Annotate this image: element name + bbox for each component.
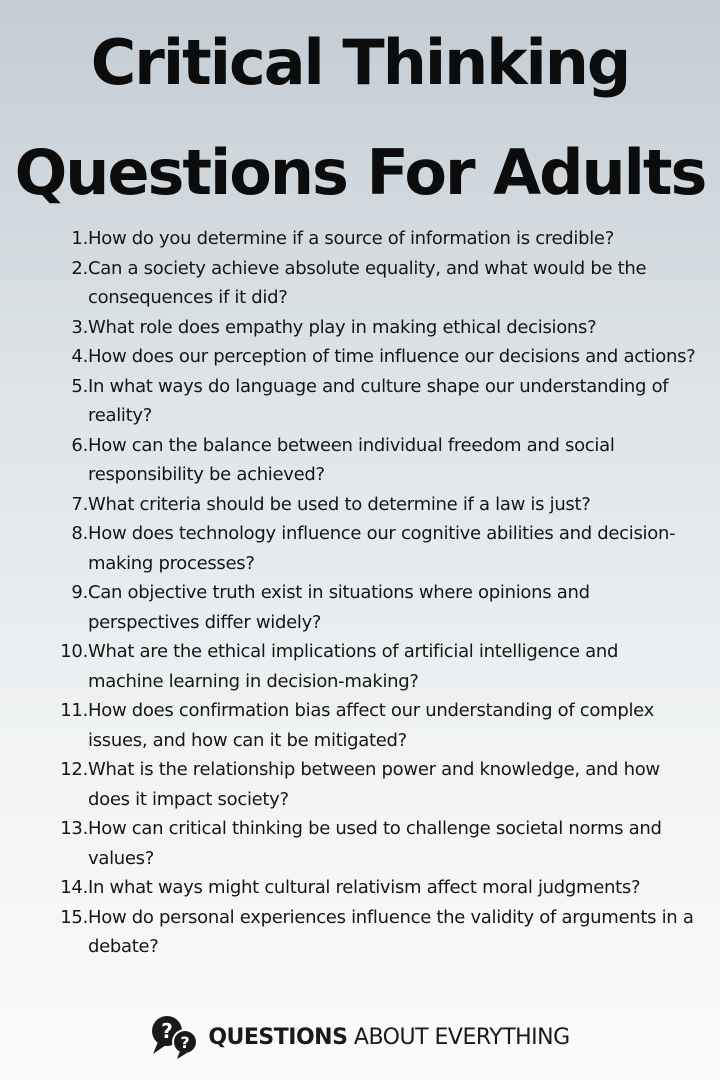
svg-text:?: ? [180,1033,190,1052]
question-text: How does our perception of time influence our decisions and actions? [88,346,696,367]
question-mark-bubbles-icon [150,1014,200,1060]
question-number: 13. [60,818,88,839]
question-text: Can a society achieve absolute equality, and what would be the consequences if it did? [88,257,647,308]
question-number: 8. [71,523,88,544]
question-number: 14. [60,877,88,898]
question-item [46,637,696,696]
question-number: 12. [60,759,88,780]
question-text: How can the balance between individual freedom and social responsibility be achieved? [88,434,615,485]
question-item [46,873,696,903]
question-item [46,490,696,520]
question-text: How do you determine if a source of information is credible? [88,228,614,249]
question-number: 3. [71,316,88,338]
question-item [46,696,696,755]
question-text: In what ways do language and culture shape our understanding of reality? [88,375,669,426]
question-number: 1. [71,228,88,249]
question-number: 6. [71,434,88,456]
brand-name [208,1025,569,1050]
question-text: What is the relationship between power and knowledge, and how does it impact society? [88,759,660,810]
question-number: 4. [71,346,88,367]
question-number: 9. [71,582,88,603]
question-number: 11. [60,700,88,721]
question-number: 5. [71,375,88,397]
question-item [46,254,696,313]
question-item [46,313,696,343]
question-number: 15. [60,906,88,928]
question-number: 7. [71,493,88,515]
question-number: 10. [60,641,88,662]
svg-text:?: ? [161,1019,174,1043]
question-item [46,431,696,490]
question-item [46,224,696,254]
question-text: How does confirmation bias affect our understanding of complex issues, and how can it be mitigated? [88,700,654,751]
question-text: How can critical thinking be used to challenge societal norms and values? [88,818,662,869]
question-text: How do personal experiences influence the validity of arguments in a debate? [88,906,694,957]
question-text: How does technology influence our cognitive abilities and decision-making processes? [88,523,676,574]
question-item [46,903,696,962]
question-text: Can objective truth exist in situations where opinions and perspectives differ widely? [88,582,590,633]
question-item [46,372,696,431]
brand-name-rest: ABOUT EVERYTHING [347,1024,570,1050]
question-text: In what ways might cultural relativism affect moral judgments? [88,877,641,898]
question-item [46,519,696,578]
question-text: What criteria should be used to determine if a law is just? [88,493,591,515]
brand-name-strong: QUESTIONS [208,1024,348,1050]
page-title-line-1: Critical Thinking [90,26,630,99]
question-number: 2. [71,257,88,279]
question-text: What role does empathy play in making ethical decisions? [88,316,597,338]
question-list [46,224,696,962]
brand-footer [0,1014,720,1060]
question-item [46,814,696,873]
question-item [46,578,696,637]
page-title-line-2: Questions For Adults [14,136,706,209]
question-text: What are the ethical implications of artificial intelligence and machine learning in decision-making? [88,641,619,692]
question-item [46,755,696,814]
question-item [46,342,696,372]
